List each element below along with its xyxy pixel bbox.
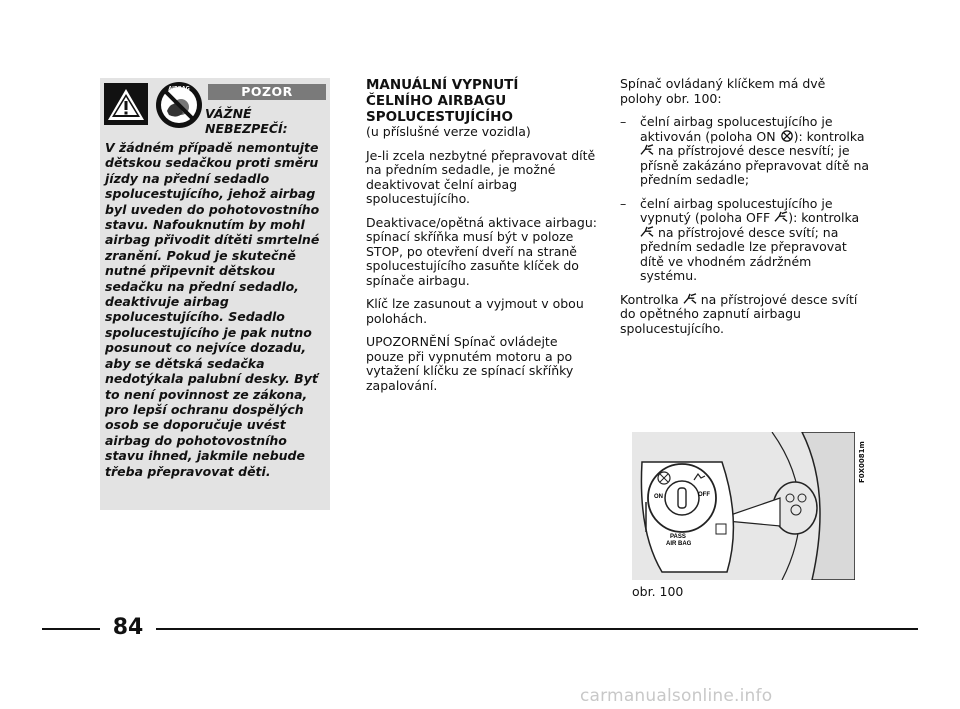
switch-description-column [620, 77, 870, 345]
footer-rule-right [156, 628, 918, 630]
list-dash: – [620, 114, 627, 129]
figure-code: F0X0081m [858, 441, 866, 483]
label-on: ON [654, 494, 663, 500]
footer-rule-left [42, 628, 100, 630]
section-paragraph: Klíč lze zasunout a vyjmout v obou polohách. [366, 296, 584, 326]
pozor-badge: POZOR [208, 84, 326, 100]
item-text: čelní airbag spolucestujícího je aktivován (poloha ON [640, 114, 833, 144]
item-text: na přístrojové desce nesvítí; je přísně zakázáno přepravovat dítě na předním sedadle; [640, 143, 870, 187]
label-airbag: AIR BAG [666, 541, 692, 547]
item-text: čelní airbag spolucestujícího je vypnutý (poloha OFF [640, 195, 833, 225]
list-dash: – [620, 195, 627, 211]
switch-intro: Spínač ovládaný klíčkem má dvě polohy obr. 100: [620, 76, 826, 106]
figure-airbag-switch [632, 432, 855, 580]
section-title-line2: ČELNÍHO AIRBAGU [366, 93, 507, 109]
figure-caption: obr. 100 [632, 584, 684, 599]
no-child-seat-airbag-icon [155, 81, 203, 129]
item-text: na přístrojové desce svítí; na předním sedadle lze přepravovat dítě ve vhodném zádržném systému. [640, 224, 847, 283]
section-paragraph: UPOZORNĚNÍ Spínač ovládejte pouze při vypnutém motoru a po vytažení klíčku ze spínací skříňky zapalování. [366, 334, 574, 393]
section-title [366, 77, 598, 125]
closing-text: na přístrojové desce svítí do opětného zapnutí airbagu spolucestujícího. [620, 291, 858, 336]
warning-heading [205, 106, 325, 136]
section-column [366, 77, 598, 402]
warning-heading-line2: NEBEZPEČÍ: [205, 121, 288, 136]
airbag-off-icon [774, 211, 788, 223]
list-item [620, 115, 870, 188]
closing-paragraph [620, 293, 870, 337]
label-pass: PASS [670, 534, 686, 540]
item-text: ): kontrolka [788, 210, 860, 225]
section-paragraph: Deaktivace/opětná aktivace airbagu: spínací skříňka musí být v poloze STOP, po otevření dveří na straně spolucestujícího zasuňte klíček do spínače airbagu. [366, 214, 597, 288]
section-title-line1: MANUÁLNÍ VYPNUTÍ [366, 77, 519, 93]
airbag-logo-text: AIRBAG [168, 86, 190, 92]
switch-positions-list [620, 115, 870, 284]
warning-text: V žádném případě nemontujte dětskou sedačkou proti směru jízdy na přední sedadlo spolucestujícího, jehož airbag byl uveden do pohotovostního stavu. Nafouknutím by mohl airbag přivodit dítěti smrtelné zranění. Pokud je skutečně nutné připevnit dětskou sedačku na přední sedadlo, deaktivuje airbag spolucestujícího. Sedadlo spolucestujícího je pak nutno posunout co nejvíce dozadu, aby se dětská sedačka nedotýkala palubní desky. Byť to není povinnost ze zákona, pro lepší ochranu dospělých osob se doporučuje uvést airbag do pohotovostního stavu ihned, jakmile nebude třeba přepravovat děti. [105, 140, 320, 479]
section-paragraph: Je-li zcela nezbytné přepravovat dítě na předním sedadle, je možné deaktivovat čelní airbag spolucestujícího. [366, 147, 596, 206]
warning-box [100, 78, 330, 510]
warning-heading-line1: VÁŽNÉ [205, 106, 252, 121]
closing-text: Kontrolka [620, 291, 679, 307]
page-number: 84 [112, 615, 144, 640]
item-text: ): kontrolka [793, 128, 865, 144]
section-title-line3: SPOLUCESTUJÍCÍHO [366, 109, 513, 125]
label-off: OFF [698, 492, 710, 498]
list-item [620, 197, 870, 284]
airbag-warning-lamp-icon [683, 293, 697, 305]
airbag-switch-illustration [632, 432, 855, 580]
airbag-warning-lamp-icon [640, 226, 654, 238]
airbag-on-icon [780, 130, 794, 142]
section-subtitle: (u příslušné verze vozidla) [366, 124, 531, 139]
airbag-warning-lamp-icon [640, 144, 654, 156]
warning-triangle-icon [104, 83, 148, 125]
watermark: carmanualsonline.info [580, 686, 773, 706]
